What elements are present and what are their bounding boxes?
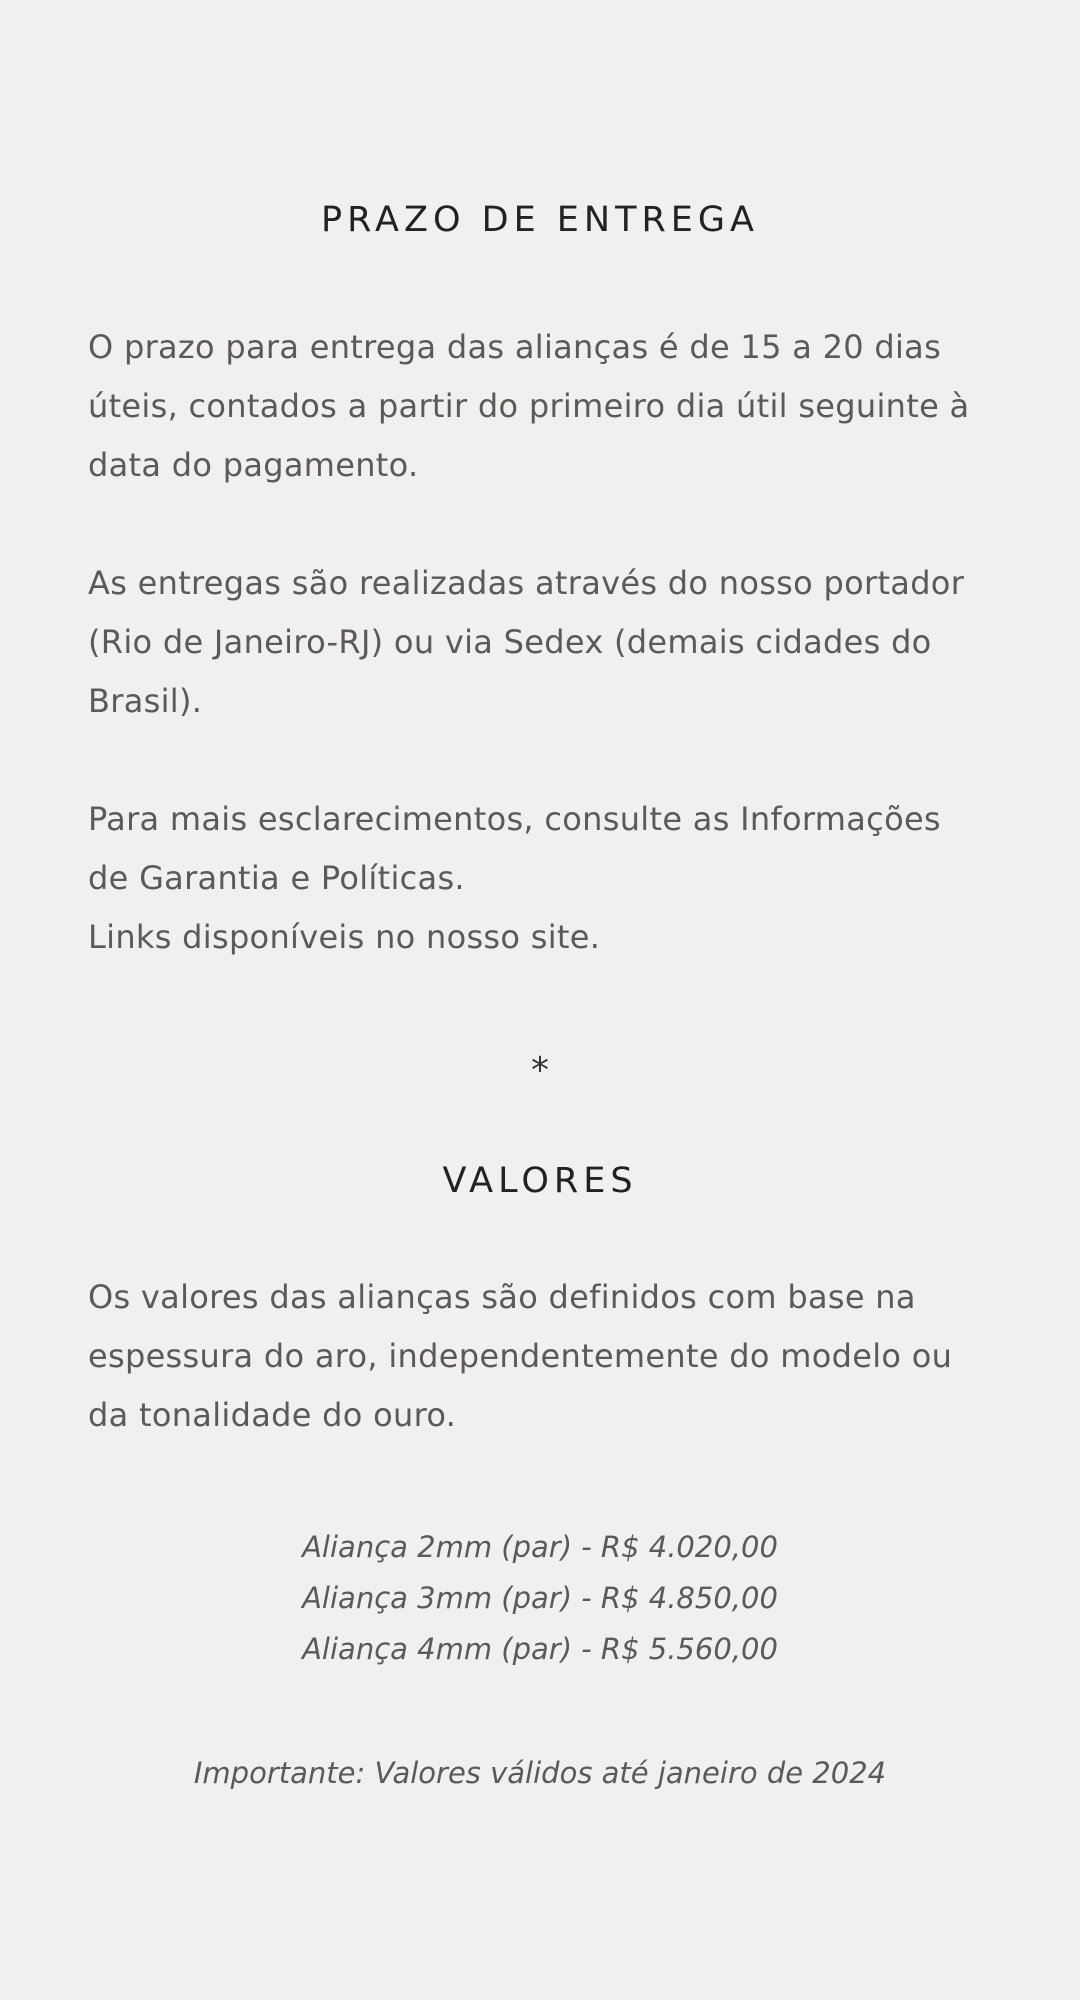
delivery-paragraph-1-line: O prazo para entrega das alianças é de 15 a 20 dias bbox=[88, 328, 942, 366]
delivery-paragraph-2-line: (Rio de Janeiro-RJ) ou via Sedex (demais cidades do bbox=[88, 623, 932, 661]
delivery-paragraph-2 bbox=[88, 554, 1008, 731]
validity-note: Importante: Valores válidos até janeiro de 2024 bbox=[193, 1756, 887, 1790]
price-list bbox=[0, 1522, 1080, 1675]
delivery-paragraph-3-line: Links disponíveis no nosso site. bbox=[88, 918, 601, 956]
price-item-4mm: Aliança 4mm (par) - R$ 5.560,00 bbox=[302, 1632, 778, 1666]
delivery-paragraph-2-line: As entregas são realizadas através do nosso portador bbox=[88, 564, 965, 602]
delivery-paragraph-1 bbox=[88, 318, 1008, 495]
delivery-paragraph-1-line: úteis, contados a partir do primeiro dia útil seguinte à bbox=[88, 387, 970, 425]
values-paragraph-line: da tonalidade do ouro. bbox=[88, 1396, 457, 1434]
delivery-paragraph-2-line: Brasil). bbox=[88, 682, 203, 720]
section-separator: * bbox=[531, 1050, 549, 1091]
price-item-3mm: Aliança 3mm (par) - R$ 4.850,00 bbox=[302, 1581, 778, 1615]
values-paragraph bbox=[88, 1268, 1008, 1445]
delivery-paragraph-1-line: data do pagamento. bbox=[88, 446, 419, 484]
values-paragraph-line: Os valores das alianças são definidos com base na bbox=[88, 1278, 916, 1316]
price-item-2mm: Aliança 2mm (par) - R$ 4.020,00 bbox=[302, 1530, 778, 1564]
values-title: VALORES bbox=[442, 1161, 638, 1201]
delivery-paragraph-3 bbox=[88, 790, 1008, 967]
delivery-title: PRAZO DE ENTREGA bbox=[321, 200, 759, 240]
delivery-paragraph-3-line: Para mais esclarecimentos, consulte as Informações bbox=[88, 800, 941, 838]
values-paragraph-line: espessura do aro, independentemente do modelo ou bbox=[88, 1337, 953, 1375]
delivery-paragraph-3-line: de Garantia e Políticas. bbox=[88, 859, 465, 897]
